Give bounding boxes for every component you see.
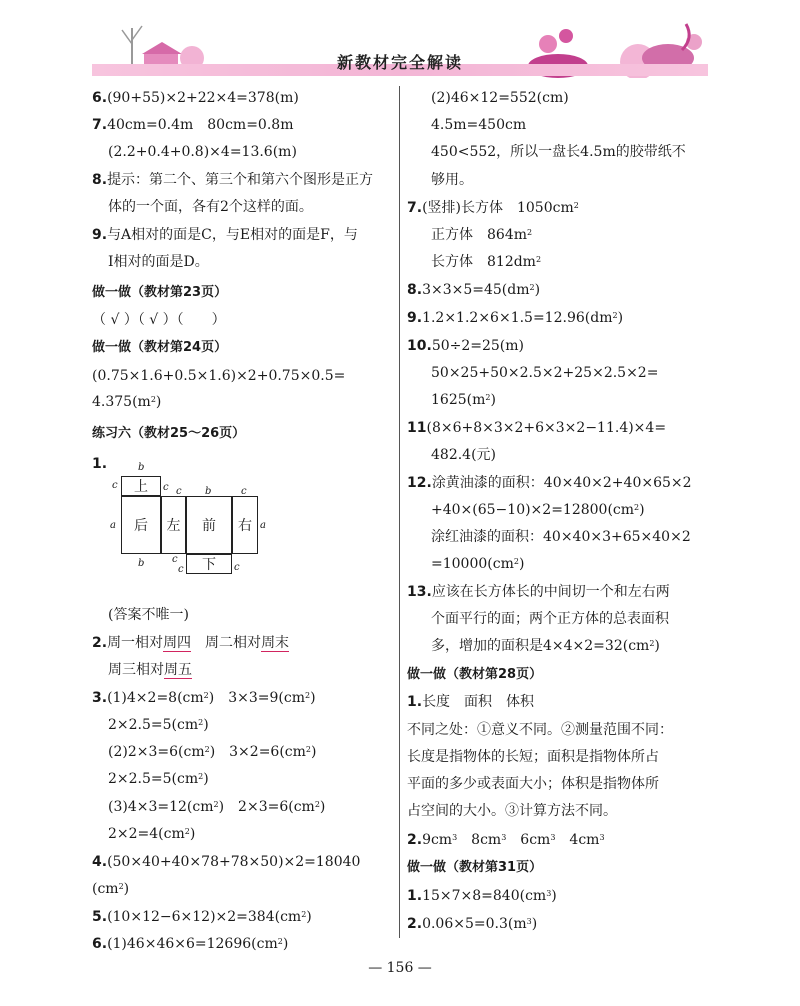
answer-p28-1-line5: 占空间的大小。③计算方法不同。: [407, 803, 617, 819]
answer-6: 6.(90+55)×2+22×4=378(m): [92, 90, 299, 106]
exercise-heading-6: 练习六（教材25～26页）: [92, 426, 246, 441]
answer-7-line2: 正方体 $864m^2$: [431, 227, 533, 243]
net-edge-label: b: [138, 558, 145, 569]
answer-2: 2.周一相对周四 周二相对周末: [92, 635, 290, 651]
answer-13: 13.应该在长方体长的中间切一个和左右两: [407, 584, 670, 600]
answer-9-line2: I相对的面是D。: [108, 254, 209, 270]
net-face-bottom: 下: [186, 554, 232, 574]
net-face-left: 左: [161, 496, 186, 554]
answer-3-line5: $(3)4\times 3=12(cm^2)$ $2\times 3=6(cm^2)$: [108, 799, 326, 815]
answer-9: $9.1.2\times 1.2\times 6\times 1.5=12.96(dm^2)$: [407, 310, 624, 326]
answer-p28-1-line4: 平面的多少或表面大小；体积是指物体所: [407, 776, 659, 792]
net-face-back: 后: [121, 496, 161, 554]
answer-6-part2-line2: 4.5m=450cm: [431, 117, 527, 133]
net-edge-label: c: [176, 486, 182, 497]
answer-6-part2: (2)46×12=552(cm): [431, 90, 569, 106]
answer-p28-1: 1.长度 面积 体积: [407, 694, 535, 710]
answer-10-line3: $1625(m^2)$: [431, 392, 496, 408]
net-edge-label: a: [110, 520, 116, 531]
answer-7-line3: 长方体 $812dm^2$: [431, 254, 542, 270]
answer-note: (答案不唯一): [108, 607, 189, 623]
net-edge-label: c: [172, 554, 178, 565]
answer-7: 7.40cm=0.4m 80cm=0.8m: [92, 117, 294, 133]
answer-6-part2-line4: 够用。: [431, 172, 473, 188]
answer-p23: （ √ ）（ √ ）（ ）: [92, 312, 226, 328]
answer-p28-1-line2: 不同之处：①意义不同。②测量范围不同：: [407, 722, 673, 738]
answer-p28-2: $2.9cm^3$ $8cm^3$ $6cm^3$ $4cm^3$: [407, 832, 605, 848]
answer-6b: $6.(1)46\times 46\times 6=12696(cm^2)$: [92, 936, 289, 952]
answer-12: 12.涂黄油漆的面积：40×40×2+40×65×2: [407, 475, 692, 491]
net-edge-label: c: [234, 562, 240, 573]
answer-7-line2: (2.2+0.4+0.8)×4=13.6(m): [108, 144, 297, 160]
net-edge-label: c: [241, 486, 247, 497]
answer-p31-1: $1.15\times 7\times 8=840(cm^3)$: [407, 888, 557, 904]
answer-8: 8.提示：第二个、第三个和第六个图形是正方: [92, 172, 374, 188]
answer-p24-line2: $4.375(m^2)$: [92, 394, 162, 410]
answer-p28-1-line3: 长度是指物体的长短；面积是指物体所占: [407, 749, 659, 765]
net-face-top: 上: [121, 476, 161, 496]
answer-p31-2: $2.0.06\times 5=0.3(m^3)$: [407, 916, 538, 932]
answer-11-line2: 482.4(元): [431, 447, 497, 463]
answer-12-line2: $+40\times(65-10)\times 2=12800(cm^2)$: [431, 502, 645, 518]
answer-7: 7.(竖排)长方体 $1050cm^2$: [407, 200, 579, 216]
answer-3-line6: $2\times 2=4(cm^2)$: [108, 826, 196, 842]
cube-net-diagram: [108, 458, 268, 576]
net-edge-label: b: [205, 486, 212, 497]
answer-4-line2: $(cm^2)$: [92, 881, 130, 897]
answer-3-line3: $(2)2\times 3=6(cm^2)$ $3\times 2=6(cm^2)$: [108, 744, 317, 760]
net-edge-label: c: [178, 564, 184, 575]
answer-12-line4: $=10000(cm^2)$: [431, 556, 525, 572]
answer-p24: (0.75×1.6+0.5×1.6)×2+0.75×0.5=: [92, 368, 346, 384]
net-edge-label: c: [112, 480, 118, 491]
net-edge-label: c: [163, 482, 169, 493]
answer-11: 11(8×6+8×3×2+6×3×2−11.4)×4=: [407, 420, 667, 436]
answer-2-line2: 周三相对周五: [108, 662, 192, 678]
answer-3-line4: $2\times 2.5=5(cm^2)$: [108, 771, 209, 787]
answer-1-number: 1.: [92, 456, 108, 472]
net-edge-label: a: [260, 520, 266, 531]
net-edge-label: b: [138, 462, 145, 473]
answer-10-line2: 50×25+50×2.5×2+25×2.5×2=: [431, 365, 659, 381]
page-number: — 156 —: [368, 960, 432, 976]
section-heading-p23: 做一做（教材第23页）: [92, 285, 228, 300]
answer-12-line3: 涂红油漆的面积：40×40×3+65×40×2: [431, 529, 691, 545]
answer-6-part2-line3: 450<552，所以一盘长4.5m的胶带纸不: [431, 144, 686, 160]
section-heading-p24: 做一做（教材第24页）: [92, 340, 228, 355]
answer-8: $8.3\times 3\times 5=45(dm^2)$: [407, 282, 541, 298]
net-face-front: 前: [186, 496, 232, 554]
answer-8-line2: 体的一个面，各有2个这样的面。: [108, 199, 313, 215]
answer-4: 4.(50×40+40×78+78×50)×2=18040: [92, 854, 361, 870]
answer-13-line3: 多，增加的面积是$4\times 4\times 2=32(cm^2)$: [431, 638, 660, 654]
answer-9: 9.与A相对的面是C，与E相对的面是F，与: [92, 227, 358, 243]
answer-3: $3.(1)4\times 2=8(cm^2)$ $3\times 3=9(cm^2)$: [92, 690, 316, 706]
section-heading-p28: 做一做（教材第28页）: [407, 667, 543, 682]
net-face-right: 右: [232, 496, 258, 554]
answer-13-line2: 个面平行的面；两个正方体的总表面积: [431, 611, 669, 627]
answer-5: $5.(10\times 12-6\times 12)\times 2=384(cm^2)$: [92, 909, 312, 925]
page-header: [92, 14, 708, 84]
answer-3-line2: $2\times 2.5=5(cm^2)$: [108, 717, 209, 733]
section-heading-p31: 做一做（教材第31页）: [407, 860, 543, 875]
answer-10: 10.50÷2=25(m): [407, 338, 525, 354]
column-divider: [399, 86, 400, 938]
header-title: 新教材完全解读: [336, 53, 463, 72]
